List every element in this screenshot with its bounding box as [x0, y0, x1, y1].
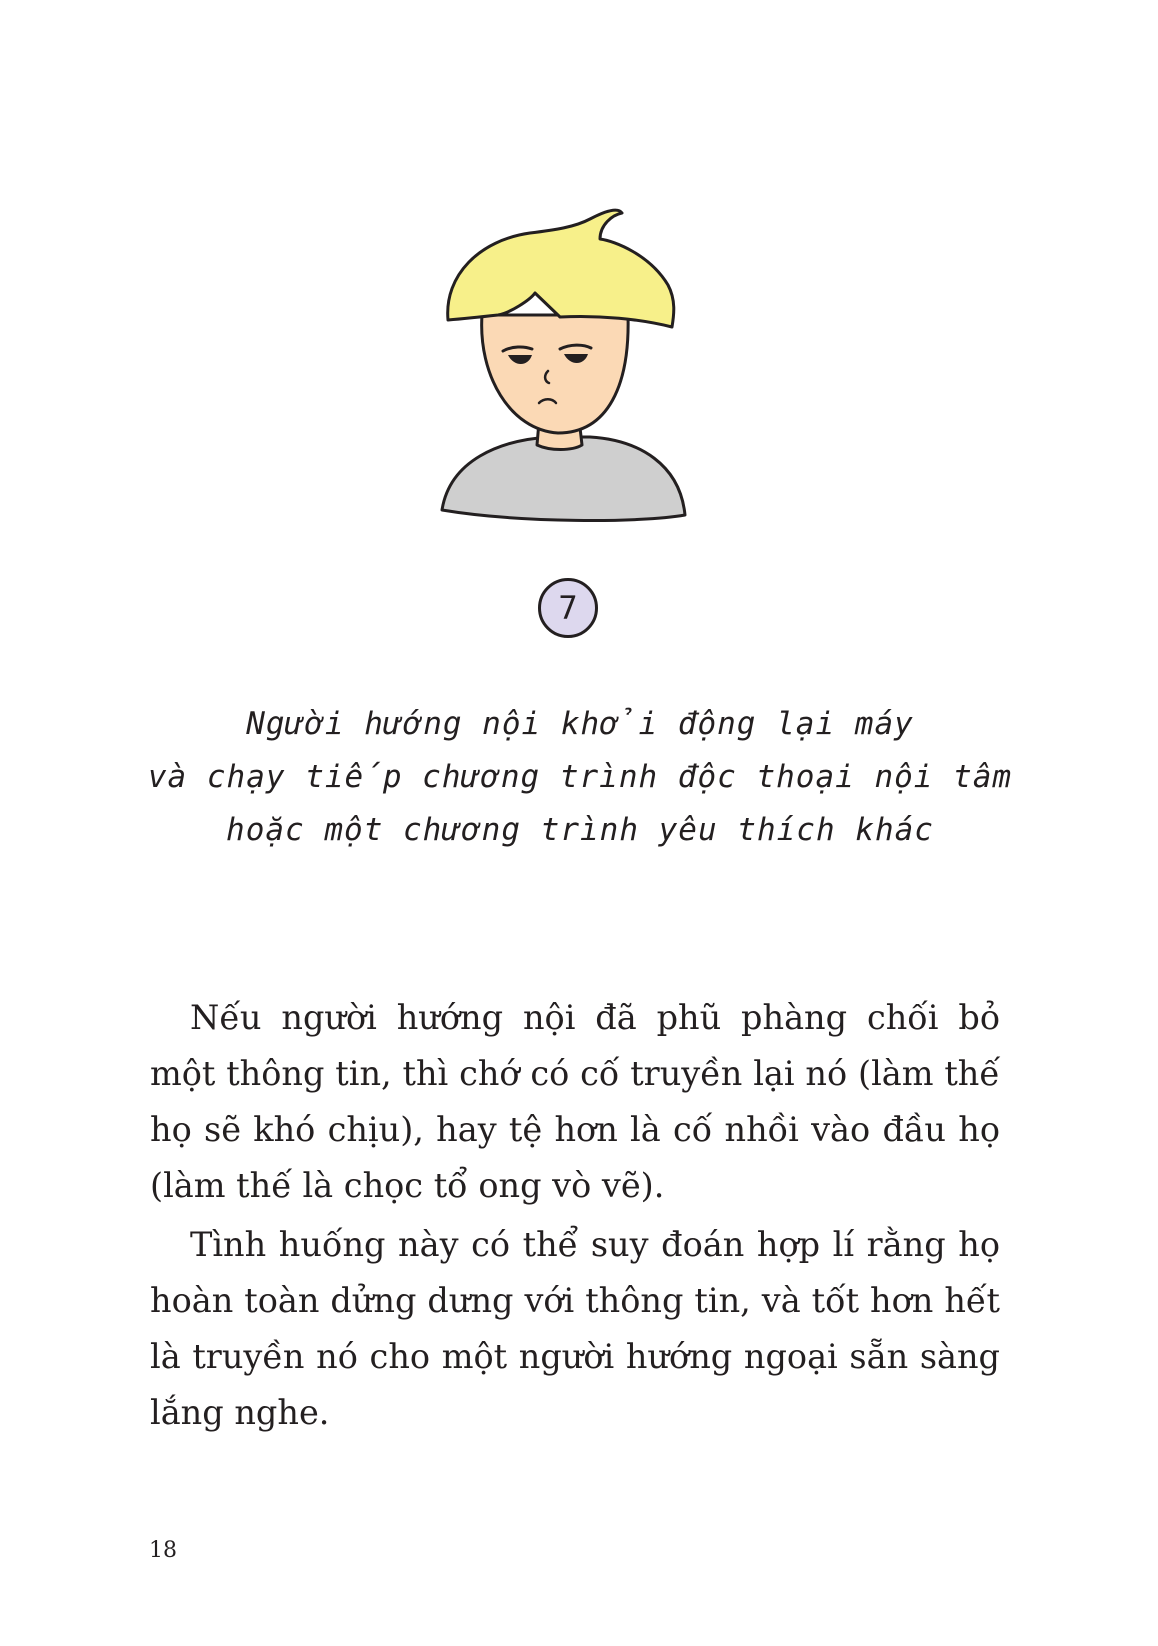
caption-line-2: và chạy tiếp chương trình độc thoại nội tâm	[147, 759, 1013, 795]
paragraph-2: Tình huống này có thể suy đoán hợp lí rằng họ hoàn toàn dửng dưng với thông tin, và tốt hơn hết là truyền nó cho một người hướng ngoại sẵn sàng lắng nghe.	[150, 1225, 1000, 1432]
face-shape	[482, 315, 628, 433]
step-number-badge	[538, 578, 598, 638]
step-number: 7	[558, 589, 578, 627]
character-illustration	[440, 205, 690, 550]
caption-line-1: Người hướng nội khởi động lại máy	[246, 706, 914, 742]
illustration-caption	[140, 698, 1020, 857]
page-number: 18	[149, 1538, 177, 1563]
character-portrait-icon	[440, 205, 690, 550]
paragraph-1: Nếu người hướng nội đã phũ phàng chối bỏ một thông tin, thì chớ có cố truyền lại nó (làm thế họ sẽ khó chịu), hay tệ hơn là cố nhồi vào đầu họ (làm thế là chọc tổ ong vò vẽ).	[150, 998, 1000, 1205]
caption-line-3: hoặc một chương trình yêu thích khác	[226, 812, 934, 848]
hair-shape	[448, 210, 674, 327]
body-text	[150, 990, 1000, 1444]
